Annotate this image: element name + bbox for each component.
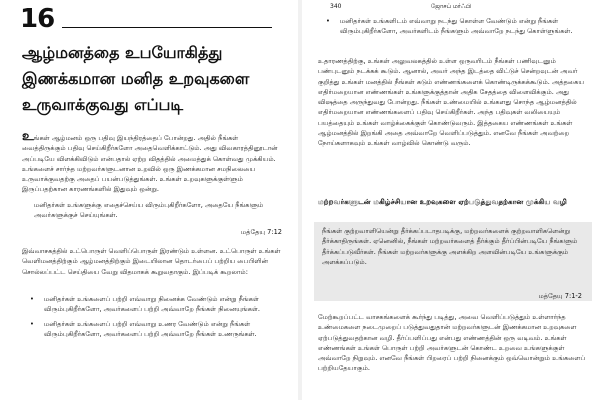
scripture-quote: மனிதர்கள் உங்களுக்கு எதைச்செய்ய விரும்புகிறீர்களோ, அதையே நீங்களும் அவர்களுக்குச் செய்யுங்கள். (34, 201, 264, 220)
right-page (302, 0, 600, 400)
left-page (0, 0, 298, 400)
intro-paragraph (22, 129, 284, 195)
chapter-title-line: ஆழ்மனத்தை உபயோகித்து (22, 43, 223, 62)
section-heading: மற்றவர்களுடன் மகிழ்ச்சியான உறவுகளை ஏற்படுத்துவதற்கான முக்கிய வழி (318, 197, 567, 206)
chapter-rule (62, 27, 272, 28)
bullet-list (318, 16, 588, 37)
bullet-list (22, 294, 284, 339)
chapter-title-line: இணக்கமான மனித உறவுகளை (22, 69, 250, 88)
scripture-reference: மத்தேயு 7:12 (240, 228, 282, 236)
body-paragraph: உதாரணத்திற்கு, உங்கள் அலுவலகத்தில் உள்ள ஒருவரிடம் நீங்கள் பணிவுடனும் பண்புடனும் நடக்கக் கூடும். ஆனால், அவர் அந்த இடத்தை விட்டுச் சென்றவுடன் அவர் குறித்து உங்கள் மனத்தில் நீங்கள் கடும் எண்ணங்களைக் கொண்டிருக்கக்கூடும். அத்தகைய எதிர்மறையான எண்ணங்கள் உங்களுக்குத்தான் அதிக சேதத்தை விளைவிக்கும். அது விஷத்தை அருந்துவது போன்றது. நீங்கள் உண்மையில் உங்களது சொந்த ஆழ்மனத்தில் எதிர்மறையான எண்ணங்களைப் பதிவு செய்கிறீர்கள். அந்த பதிவுகள் வலியையும் பயத்தையும் உங்கள் வாழ்க்கைக்குள் கொண்டுவரும். இத்தகைய எண்ணங்கள் உங்கள் ஆழ்மனத்தில் இறங்கி அதை அவ்வாறே வெளிப்படுத்தும். எனவே நீங்கள் அவற்றை நோய்களாகவும் உங்கள் வாழ்வில் கொண்டு வரும். (318, 57, 585, 148)
page-number: 340 (330, 3, 342, 10)
drop-cap: உ (22, 129, 34, 144)
scripture-reference: மத்தேயு 7:1-2 (538, 292, 582, 300)
chapter-number: 16 (20, 4, 55, 34)
running-head: ஜோசப் மர்ஃபி (430, 3, 472, 10)
body-paragraph: மேற்கூறப்பட்ட வாசகங்களைக் கூர்ந்து படித்து, அவை வெளிப்படுத்தும் உள்ளார்ந்த உண்மைகளை நடைமுறைப் படுத்துவதுதான் மற்றவர்களுடன் இணக்கமான உறவுகளை ஏற்படுத்துவதற்கான வழி. தீர்ப்பளிப்பது என்பது எண்ணத்தின் ஒரு வடிவம். உங்கள் எண்ணங்கள் உங்கள் பொருள் பற்றி அவர்களுடன் கொண்ட உறவை உங்களுக்குள் அவ்வாறே நிறுவும். எனவே நீங்கள் பிறரைப் பற்றி நினைக்கும் ஒவ்வொன்றும் உங்களைப் பற்றியதேயாகும். (318, 313, 586, 373)
list-item: • மனிதர்கள் உங்களிடம் எவ்வாறு நடந்து கொள்ள வேண்டும் என்று நீங்கள் விரும்புகிறீர்களோ, அவர்களிடம் நீங்களும் அவ்வாறே நடந்து கொள்ளுங்கள். (318, 16, 588, 37)
list-item: • மனிதர்கள் உங்களைப் பற்றி எவ்வாறு உணர வேண்டும் என்று நீங்கள் விரும்புகிறீர்களோ, அவர்களைப் பற்றி அவ்வாறே நீங்கள் உணருங்கள். (22, 319, 284, 340)
intro-text: ங்கள் ஆழ்மனம் ஒரு பதிவு இயந்திரத்தைப் போன்றது. அதில் நீங்கள் வைத்திருக்கும் பதிவு செய்கிறீர்களோ அதைவெளிக்காட்டும். அது விவகாரத்தினூடான் அப்படியே விளக்கிவிடும் என்பதால் ஏற்ற விதத்தில் அமைத்துக் கொள்வது முக்கியம். உங்களைச் சார்ந்த மற்றவர்களுடனான உறவில் ஒரு இணக்கமான சமநிலையை உருவாக்குவதற்கு அதைப் பயன்படுத்துங்கள். உங்கள் உறவுகளுக்குள்ளும் இருப்பதற்கான காரணங்களில் இதுவும் ஒன்று. (22, 134, 278, 194)
chapter-title-line: உருவாக்குவது எப்படி (22, 95, 184, 114)
chapter-title (22, 40, 280, 118)
body-paragraph: இவ்வாசகத்தில் உட்பொருள் வெளிப்பொருள் இரண்டும் உள்ளன. உட்பொருள் உங்கள் வெளிமனத்திற்கும் ஆழ்மனத்திற்கும் இடையிலான தொடர்பைப் பற்றிய பைபிளின் சொல்லப்பட்ட செய்தியை வேறு விதமாகக் கூறுவதாகும். இப்படிக் கூறலாம்: (22, 247, 281, 276)
highlight-paragraph: நீங்கள் குற்றவாளியென்று தீர்க்கப்படாதபடிக்கு, மற்றவர்களைக் குற்றவாளிகளென்று தீர்க்காதிருங்கள். ஏனெனில், நீங்கள் மற்றவர்களைத் தீர்க்கும் தீர்ப்பின்படியே நீங்களும் தீர்க்கப்படுவீர்கள். நீங்கள் மற்றவர்களுக்கு அளக்கிற அளவின்படியே உங்களுக்கும் அளக்கப்படும். (322, 227, 578, 266)
list-item: • மனிதர்கள் உங்களைப் பற்றி எவ்வாறு நினைக்க வேண்டும் என்று நீங்கள் விரும்புகிறீர்களோ, அவர்களைப் பற்றி அவ்வாறே நீங்கள் நினையுங்கள். (22, 294, 284, 315)
